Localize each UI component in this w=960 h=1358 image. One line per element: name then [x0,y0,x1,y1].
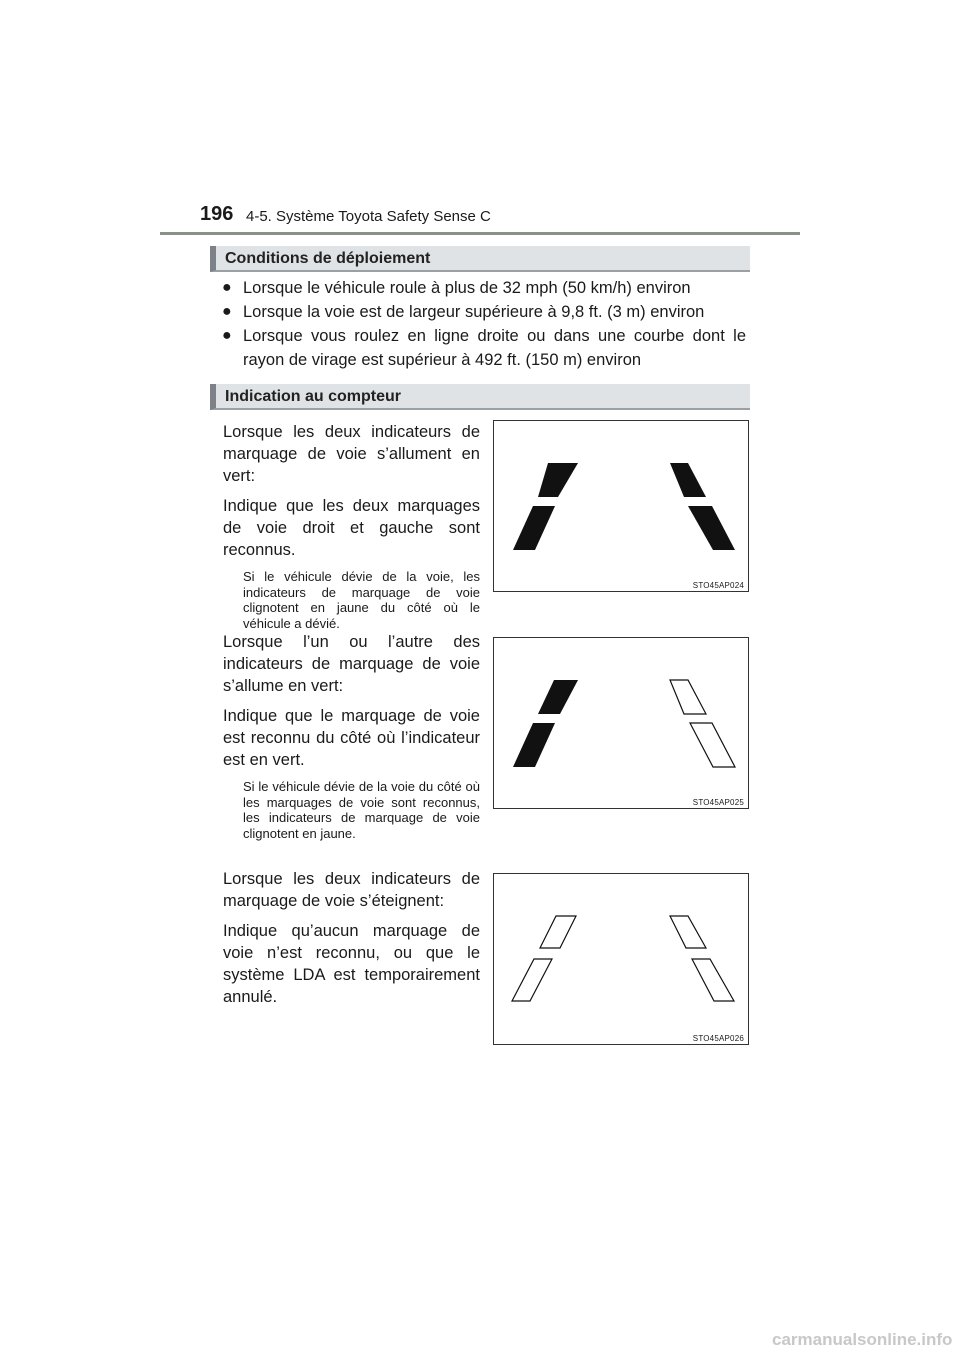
deployment-list [222,276,746,372]
lane-markers-graphic [494,638,750,810]
indicator-block-both-off [223,868,480,1016]
page-number: 196 [200,203,234,225]
left-lane-marker-lower-outline-icon [512,959,552,1001]
lane-markers-graphic [494,421,750,593]
right-lane-marker-upper-outline-icon [670,680,706,714]
left-lane-marker-upper-icon [538,463,578,497]
list-item-text: Lorsque le véhicule roule à plus de 32 mph (50 km/h) environ [243,279,691,297]
section-title: 4-5. Système Toyota Safety Sense C [246,208,491,225]
lane-indicator-figure-both [493,420,749,592]
header-rule [160,232,800,235]
right-lane-marker-lower-outline-icon [692,959,734,1001]
left-lane-marker-lower-icon [513,723,555,767]
bullet-icon: ● [222,303,232,320]
list-item [222,276,746,300]
indicator-note: Si le véhicule dévie de la voie du côté où les marquages de voie sont reconnus, les indicateurs de marquage de voie clignotent en jaune. [243,779,480,841]
indicator-meaning: Indique que les deux marquages de voie droit et gauche sont reconnus. [223,497,480,559]
list-item-text: Lorsque vous roulez en ligne droite ou dans une courbe dont le rayon de virage est supérieur à 492 ft. (150 m) environ [243,327,746,369]
indicator-condition: Lorsque les deux indicateurs de marquage de voie s’allument en vert: [223,423,480,485]
bullet-icon: ● [222,327,232,344]
indicator-block-one-green [223,631,480,849]
left-lane-marker-lower-icon [513,506,555,550]
indicator-condition: Lorsque les deux indicateurs de marquage de voie s’éteignent: [223,870,480,910]
figure-code: STO45AP026 [692,1034,744,1043]
right-lane-marker-upper-icon [670,463,706,497]
figure-code: STO45AP025 [692,798,744,807]
right-lane-marker-lower-icon [688,506,735,550]
meter-heading: Indication au compteur [210,384,750,410]
right-lane-marker-lower-outline-icon [690,723,735,767]
lane-indicator-figure-off [493,873,749,1045]
indicator-condition: Lorsque l’un ou l’autre des indicateurs de marquage de voie s’allume en vert: [223,633,480,695]
list-item [222,324,746,372]
left-lane-marker-upper-icon [538,680,578,714]
indicator-note: Si le véhicule dévie de la voie, les indicateurs de marquage de voie clignotent en jaune du côté où le véhicule a dévié. [243,569,480,631]
right-lane-marker-upper-outline-icon [670,916,706,948]
indicator-meaning: Indique que le marquage de voie est reconnu du côté où l’indicateur est en vert. [223,707,480,769]
watermark: carmanualsonline.info [772,1330,953,1349]
lane-markers-graphic [494,874,750,1046]
deployment-heading: Conditions de déploiement [210,246,750,272]
lane-indicator-figure-one [493,637,749,809]
indicator-block-both-green [223,421,480,639]
indicator-meaning: Indique qu’aucun marquage de voie n’est reconnu, ou que le système LDA est temporairement annulé. [223,922,480,1006]
list-item [222,300,746,324]
list-item-text: Lorsque la voie est de largeur supérieure à 9,8 ft. (3 m) environ [243,303,705,321]
left-lane-marker-upper-outline-icon [540,916,576,948]
figure-code: STO45AP024 [692,581,744,590]
bullet-icon: ● [222,279,232,296]
